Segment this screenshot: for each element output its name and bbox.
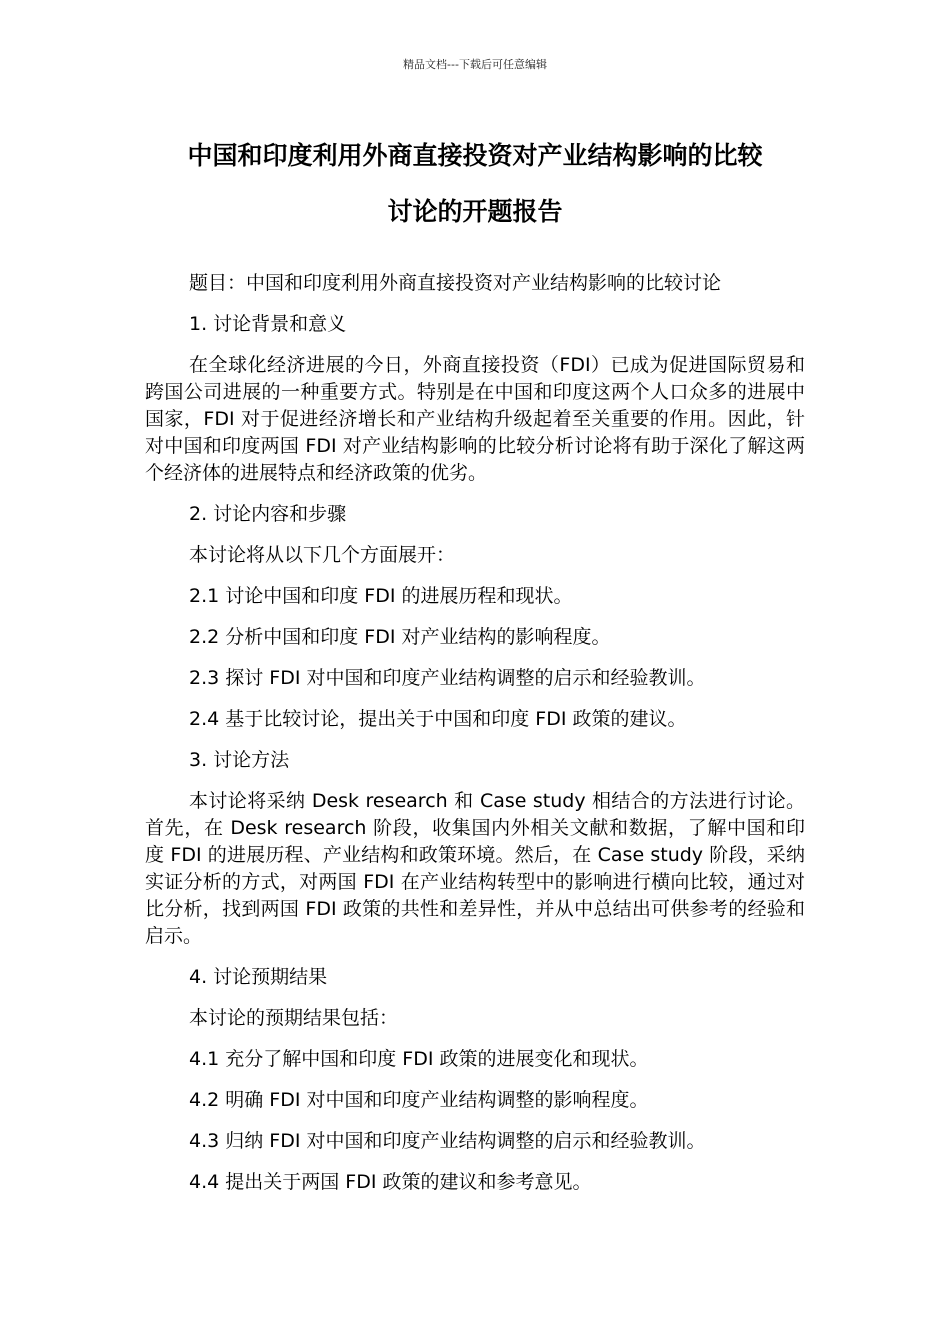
document-body — [145, 270, 805, 1210]
results-item-4-4: 4.4 提出关于两国 FDI 政策的建议和参考意见。 — [189, 1171, 592, 1193]
background-paragraph: 在全球化经济进展的今日，外商直接投资（FDI）已成为促进国际贸易和跨国公司进展的一种重要方式。特别是在中国和印度这两个人口众多的进展中国家，FDI 对于促进经济增长和产业结构升级起着至关重要的作用。因此，针对中国和印度两国 FDI 对产业结构影响的比较分析讨论将有助于深化了解这两个经济体的进展特点和经济政策的优劣。 — [145, 354, 805, 484]
topic-line: 题目：中国和印度利用外商直接投资对产业结构影响的比较讨论 — [189, 272, 722, 294]
header-note: 精品文档---下载后可任意编辑 — [403, 58, 547, 71]
content-intro: 本讨论将从以下几个方面展开： — [189, 544, 456, 566]
document-title-line-2: 讨论的开题报告 — [387, 197, 563, 226]
results-intro: 本讨论的预期结果包括： — [189, 1007, 399, 1029]
section-heading-results: 4. 讨论预期结果 — [189, 966, 328, 988]
section-heading-method: 3. 讨论方法 — [189, 749, 290, 771]
content-item-2-4: 2.4 基于比较讨论，提出关于中国和印度 FDI 政策的建议。 — [189, 708, 687, 730]
section-heading-content: 2. 讨论内容和步骤 — [189, 503, 347, 525]
document-title-line-1: 中国和印度利用外商直接投资对产业结构影响的比较 — [187, 141, 763, 170]
section-heading-background: 1. 讨论背景和意义 — [189, 313, 347, 335]
method-paragraph: 本讨论将采纳 Desk research 和 Case study 相结合的方法进行讨论。首先，在 Desk research 阶段，收集国内外相关文献和数据，了解中国和印度 FDI 的进展历程、产业结构和政策环境。然后，在 Case study 阶段，采纳实证分析的方式，对两国 FDI 在产业结构转型中的影响进行横向比较，通过对比分析，找到两国 FDI 政策的共性和差异性，并从中总结出可供参考的经验和启示。 — [145, 790, 805, 947]
content-item-2-3: 2.3 探讨 FDI 对中国和印度产业结构调整的启示和经验教训。 — [189, 667, 706, 689]
results-item-4-1: 4.1 充分了解中国和印度 FDI 政策的进展变化和现状。 — [189, 1048, 649, 1070]
results-item-4-3: 4.3 归纳 FDI 对中国和印度产业结构调整的启示和经验教训。 — [189, 1130, 706, 1152]
results-item-4-2: 4.2 明确 FDI 对中国和印度产业结构调整的影响程度。 — [189, 1089, 649, 1111]
content-item-2-2: 2.2 分析中国和印度 FDI 对产业结构的影响程度。 — [189, 626, 611, 648]
content-item-2-1: 2.1 讨论中国和印度 FDI 的进展历程和现状。 — [189, 585, 573, 607]
